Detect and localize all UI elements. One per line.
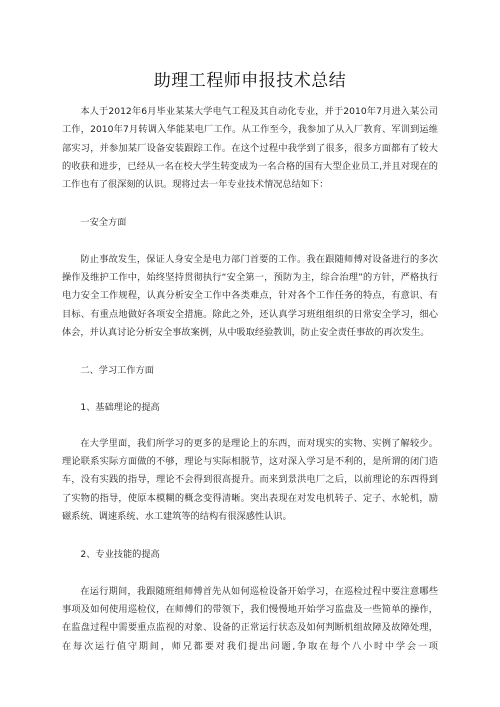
section-heading-safety: 一安全方面 <box>80 217 127 229</box>
section-heading-study-work: 二、学习工作方面 <box>80 365 154 377</box>
skills-paragraph: 在运行期间，我跟随班组师傅首先从如何巡检设备开始学习，在巡检过程中要注意哪些事项及如何使用巡检仪，在师傅们的带领下，我们慢慢地开始学习监盘及一些简单的操作，在监盘过程中需要重点监视的对象、设备的正常运行状态及如何判断机组故障及故障处理，在每次运行值守期间，师兄都要对我们提出问题,争取在每个八小时中学会一项 <box>62 585 438 652</box>
spacer <box>62 565 438 583</box>
document-title: 助理工程师申报技术总结 <box>153 71 347 91</box>
subsection-heading-skills: 2、专业技能的提高 <box>80 549 160 561</box>
spacer <box>62 417 438 435</box>
spacer <box>62 342 438 362</box>
intro-paragraph: 本人于2012年6月毕业某某大学电气工程及其自动化专业，并于2010年7月进入某公司工作，2010年7月转调入华能某电厂工作。从工作至今，我参加了从入厂教育、军训到运维部实习，并参加某厂设备安装跟踪工作。在这个过程中我学到了很多，很多方面都有了较大的收获和进步，已经从一名在校大学生转变成为一名合格的国有大型企业员工,并且对现在的工作也有了很深刻的认识。现将过去一年专业技术情况总结如下： <box>62 106 438 191</box>
subsection-heading-theory: 1、基础理论的提高 <box>80 401 160 413</box>
spacer <box>62 233 438 251</box>
theory-paragraph: 在大学里面，我们所学习的更多的是理论上的东西，而对现实的实物、实例了解较少。理论联系实际方面做的不够，理论与实际相脱节，这对深入学习是不利的，是所谓的闭门造车，没有实践的指导，理论不会得到很高提升。而来到景洪电厂之后，以前理论的东西得到了实物的指导，使原本模糊的概念变得清晰。突出表现在对发电机转子、定子、水轮机，励磁系统、调速系统、水工建筑等的结构有很深感性认识。 <box>62 437 438 523</box>
spacer <box>62 381 438 399</box>
document-body <box>62 103 438 656</box>
safety-paragraph: 防止事故发生，保证人身安全是电力部门首要的工作。我在跟随师傅对设备进行的多次操作及维护工作中，始终坚持贯彻执行“安全第一，预防为主，综合治理”的方针，严格执行电力安全工作规程，认真分析安全工作中各类难点，针对各个工作任务的特点，有意识、有目标、有重点地做好各项安全措施。除此之外，还认真学习班组组织的日常安全学习，细心体会，并认真讨论分析安全事故案例，从中吸取经验教训，防止安全责任事故的再次发生。 <box>62 253 438 338</box>
spacer <box>62 194 438 214</box>
spacer <box>62 526 438 546</box>
